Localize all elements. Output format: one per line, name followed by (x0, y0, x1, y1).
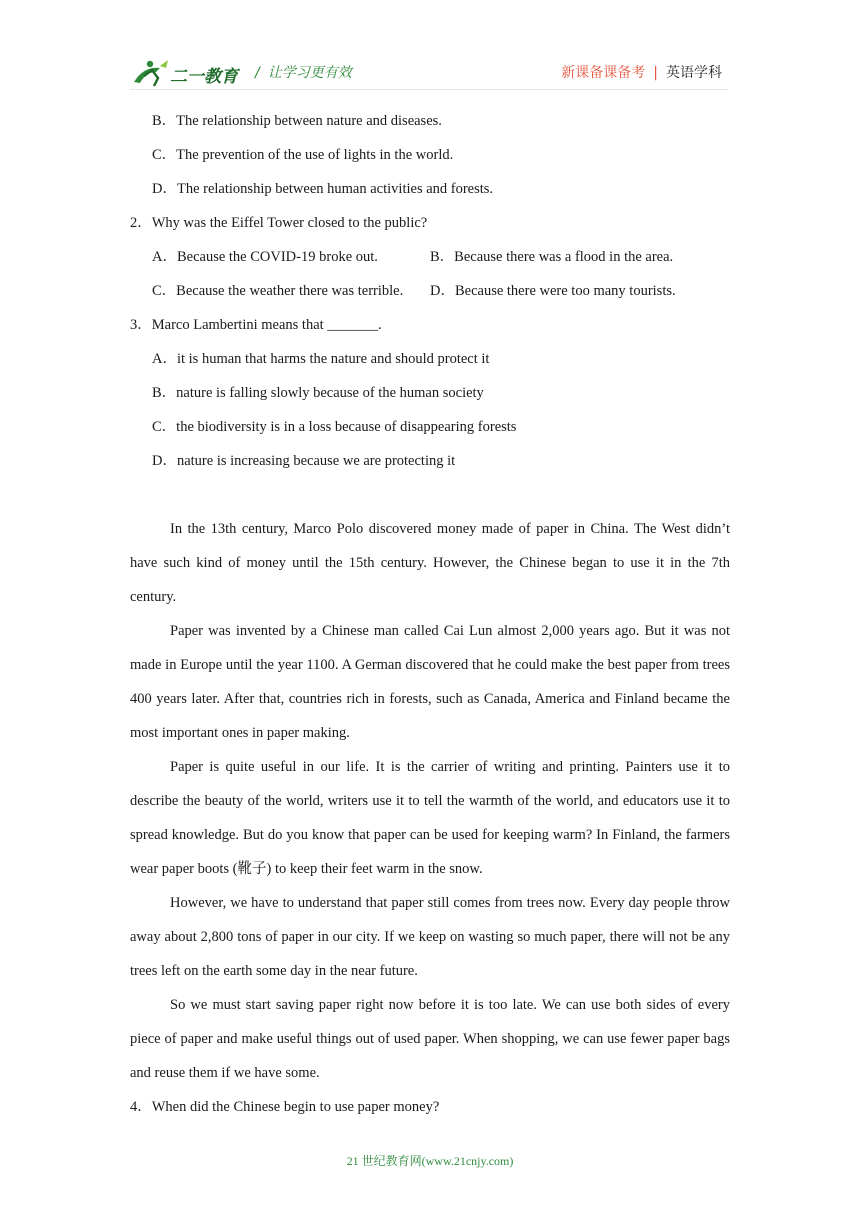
brand-name: 二一教育 (170, 67, 238, 87)
q2-stem: 2．Why was the Eiffel Tower closed to the public? (130, 215, 428, 231)
passage-paragraph-1: In the 13th century, Marco Polo discovered money made of paper in China. The West didn’t have such kind of money until the 15th century. However, the Chinese began to use it in the 7th century. (130, 521, 730, 605)
q1-option-b: B．The relationship between nature and diseases. (152, 113, 442, 129)
passage-paragraph-2: Paper was invented by a Chinese man called Cai Lun almost 2,000 years ago. But it was not made in Europe until the year 1100. A German discovered that he could make the best paper from trees 400 years later. After that, countries rich in forests, such as Canada, America and Finland became the most important ones in paper making. (130, 623, 730, 741)
page-header (130, 56, 730, 90)
header-slash: / (255, 65, 260, 81)
q2-options-row-1 (130, 240, 730, 274)
q1-option-c: C．The prevention of the use of lights in the world. (152, 147, 454, 163)
q3-option-d: D．nature is increasing because we are protecting it (152, 453, 456, 469)
slogan-text: 让学习更有效 (267, 65, 352, 81)
q4-stem: 4．When did the Chinese begin to use paper money? (130, 1099, 440, 1115)
q3-option-c: C．the biodiversity is in a loss because of disappearing forests (152, 419, 517, 435)
passage-paragraph-3: Paper is quite useful in our life. It is the carrier of writing and printing. Painters use it to describe the beauty of the world, writers use it to tell the warmth of the world, and educators use it to spread knowledge. But do you know that paper can be used for keeping warm? In Finland, the farmers wear paper boots (靴子) to keep their feet warm in the snow. (130, 759, 730, 877)
brand-logo (130, 56, 240, 90)
header-tag-subject: 英语学科 (666, 65, 722, 81)
header-divider (130, 89, 728, 90)
document-body (130, 104, 730, 1124)
passage-paragraph-4: However, we have to understand that paper still comes from trees now. Every day people throw away about 2,800 tons of paper in our city. If we keep on wasting so much paper, there will not be any trees left on the earth some day in the near future. (130, 895, 730, 979)
header-tag-course: 新课备课备考 (561, 65, 646, 81)
header-separator: | (653, 65, 658, 81)
passage-paragraph-5: So we must start saving paper right now before it is too late. We can use both sides of every piece of paper and make useful things out of used paper. When shopping, we can use fewer paper bags and reuse them if we have some. (130, 997, 730, 1081)
q2-options-row-2 (130, 274, 730, 308)
section-gap (130, 478, 730, 512)
q2-option-b: B．Because there was a flood in the area. (430, 249, 674, 265)
q2-option-d: D．Because there were too many tourists. (430, 283, 676, 299)
header-slogan (255, 62, 352, 82)
q3-option-b: B．nature is falling slowly because of the human society (152, 385, 484, 401)
q3-stem: 3．Marco Lambertini means that _______. (130, 317, 382, 333)
q3-option-a: A．it is human that harms the nature and should protect it (152, 351, 490, 367)
q2-option-c: C．Because the weather there was terrible. (152, 283, 404, 299)
header-subject (561, 62, 722, 82)
q2-option-a: A．Because the COVID-19 broke out. (152, 249, 378, 265)
q1-option-d: D．The relationship between human activities and forests. (152, 181, 494, 197)
page-footer: 21 世纪教育网(www.21cnjy.com) (346, 1154, 514, 1168)
